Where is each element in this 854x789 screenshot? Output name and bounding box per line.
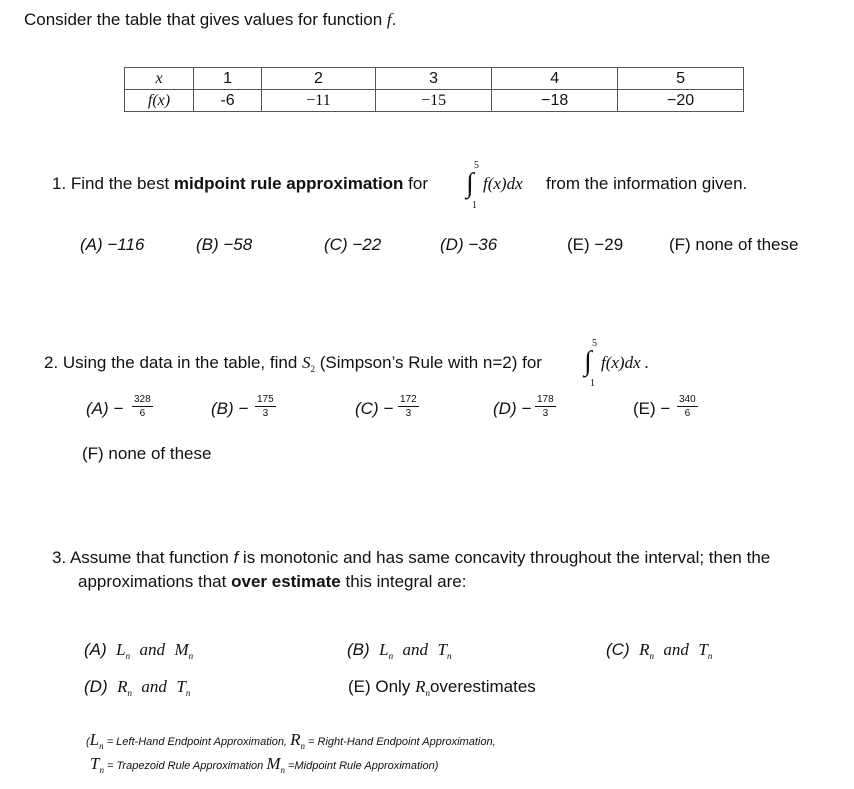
legend-note-line1 xyxy=(86,730,496,751)
numerator: 175 xyxy=(257,394,274,405)
numerator: 328 xyxy=(134,394,151,405)
note-left-text: = Left-Hand Endpoint Approximation, xyxy=(106,736,287,748)
denominator: 3 xyxy=(405,408,412,419)
q1-choice-f[interactable]: (F) none of these xyxy=(669,235,799,254)
integral-sign-icon: ∫ xyxy=(584,346,592,377)
q3-line1-post: is monotonic and has same concavity throughout the interval; then the xyxy=(242,548,771,567)
math-symbol xyxy=(379,640,393,659)
symbol-letter: L xyxy=(116,640,126,659)
integral-sign-icon: ∫ xyxy=(466,168,474,199)
symbol-subscript: n xyxy=(188,651,194,661)
q3-line1 xyxy=(52,548,770,568)
math-symbol xyxy=(116,640,130,659)
q2-choice-f[interactable]: (F) none of these xyxy=(82,444,212,463)
table-header-x: x xyxy=(125,68,194,90)
q2-integrand: f(x)dx . xyxy=(601,353,650,372)
s-letter: S xyxy=(302,353,311,372)
choice-label: (E) xyxy=(633,399,656,418)
symbol-subscript: n xyxy=(300,741,305,751)
integral-lower-limit: 1 xyxy=(472,200,477,211)
q2-fraction-a xyxy=(132,393,153,420)
symbol-subscript: n xyxy=(707,651,713,661)
math-symbol xyxy=(90,754,104,773)
q3-line1-pre: 3. Assume that function xyxy=(52,548,229,567)
symbol-subscript: n xyxy=(127,688,132,698)
note-right-text: = Right-Hand Endpoint Approximation, xyxy=(308,736,496,748)
math-symbol xyxy=(175,640,194,659)
symbol-letter: L xyxy=(379,640,389,659)
denominator: 3 xyxy=(262,408,269,419)
symbol-letter: R xyxy=(415,677,426,696)
symbol-letter: T xyxy=(437,640,447,659)
q2-fraction-c xyxy=(398,393,419,420)
symbol-subscript: n xyxy=(185,688,191,698)
denominator: 6 xyxy=(684,408,691,419)
s-subscript: 2 xyxy=(310,364,316,374)
symbol-letter: L xyxy=(89,730,100,749)
symbol-letter: T xyxy=(90,754,100,773)
choice-e-pre: (E) Only xyxy=(348,677,411,696)
symbol-subscript: n xyxy=(99,741,104,751)
symbol-letter: R xyxy=(290,730,301,749)
table-cell: −18 xyxy=(492,90,618,112)
table-row-x xyxy=(125,68,744,90)
choice-e-post: overestimates xyxy=(429,677,536,696)
function-name: f xyxy=(386,10,392,29)
note-open-paren: ( xyxy=(86,736,90,748)
choice-label: (C) xyxy=(355,399,379,418)
integral-upper-limit: 5 xyxy=(474,160,479,171)
choice-label: (A) xyxy=(84,640,107,659)
math-symbol xyxy=(176,677,190,696)
and-word: and xyxy=(663,640,689,659)
q2-choice-b[interactable] xyxy=(211,399,248,419)
symbol-subscript: n xyxy=(388,651,394,661)
q2-pre: 2. Using the data in the table, find xyxy=(44,353,298,372)
note-trap-text: = Trapezoid Rule Approximation xyxy=(107,760,264,772)
q1-bold: midpoint rule approximation xyxy=(173,174,404,193)
table-cell: −20 xyxy=(618,90,744,112)
numerator: 178 xyxy=(537,394,554,405)
math-symbol xyxy=(117,677,132,696)
and-word: and xyxy=(139,640,166,659)
q2-choice-d[interactable] xyxy=(493,399,531,419)
math-symbol xyxy=(415,677,430,696)
table-cell: 5 xyxy=(618,68,744,90)
choice-sign: − xyxy=(238,399,249,418)
table-cell: 3 xyxy=(375,68,491,90)
q2-fraction-b xyxy=(255,393,276,420)
q3-choice-a[interactable] xyxy=(84,640,193,661)
intro-line xyxy=(24,10,396,30)
q3-line2-post: this integral are: xyxy=(345,572,467,591)
choice-label: (B) xyxy=(211,399,234,418)
denominator: 6 xyxy=(139,408,146,419)
table-cell: 2 xyxy=(262,68,376,90)
numerator: 172 xyxy=(400,394,417,405)
values-table xyxy=(124,67,744,112)
choice-label: (C) xyxy=(606,640,630,659)
q2-fraction-e xyxy=(677,393,698,420)
symbol-letter: R xyxy=(639,640,650,659)
integral-lower-limit: 1 xyxy=(590,378,595,389)
q2-fraction-d xyxy=(535,393,556,420)
table-cell: 4 xyxy=(492,68,618,90)
choice-sign: − xyxy=(113,399,124,418)
math-symbol xyxy=(639,640,654,659)
q1-choice-c[interactable]: (C) −22 xyxy=(324,235,382,254)
math-symbol xyxy=(290,730,305,749)
q1-mid: for xyxy=(408,174,429,193)
choice-label: (D) xyxy=(84,677,108,696)
intro-period: . xyxy=(391,10,397,29)
symbol-subscript: n xyxy=(99,765,104,775)
symbol-subscript: n xyxy=(125,651,131,661)
note-mid-text: =Midpoint Rule Approximation) xyxy=(288,760,439,772)
q1-integrand: f(x)dx xyxy=(483,174,523,193)
choice-sign: − xyxy=(660,399,671,418)
q2-choice-e[interactable] xyxy=(633,399,670,419)
q1-choice-d[interactable]: (D) −36 xyxy=(440,235,498,254)
q3-line2-pre: approximations that xyxy=(78,572,227,591)
choice-label: (B) xyxy=(347,640,370,659)
symbol-letter: T xyxy=(176,677,186,696)
q2-prompt xyxy=(44,353,542,374)
symbol-subscript: n xyxy=(425,688,430,698)
table-cell: −11 xyxy=(262,90,376,112)
choice-label: (D) xyxy=(493,399,517,418)
and-word: and xyxy=(141,677,167,696)
q2-choice-a[interactable] xyxy=(86,399,123,419)
legend-note-line2 xyxy=(90,754,438,775)
table-row-fx xyxy=(125,90,744,112)
q1-pre: 1. Find the best xyxy=(52,174,170,193)
q3-choice-e[interactable] xyxy=(348,677,536,698)
math-symbol xyxy=(698,640,712,659)
integral-upper-limit: 5 xyxy=(592,338,597,349)
table-cell: -6 xyxy=(194,90,262,112)
choice-sign: − xyxy=(521,399,532,418)
math-symbol xyxy=(266,754,285,773)
symbol-letter: T xyxy=(698,640,708,659)
q1-choice-a[interactable]: (A) −116 xyxy=(80,235,145,254)
q1-choice-e[interactable]: (E) −29 xyxy=(567,235,624,254)
q1-prompt xyxy=(52,174,428,194)
q2-post: (Simpson’s Rule with n=2) for xyxy=(319,353,542,372)
choice-sign: − xyxy=(383,399,394,418)
numerator: 340 xyxy=(679,394,696,405)
symbol-letter: M xyxy=(266,754,281,773)
symbol-subscript: n xyxy=(280,765,285,775)
math-symbol xyxy=(90,730,104,749)
symbol-letter: M xyxy=(174,640,189,659)
table-header-fx: f(x) xyxy=(125,90,194,112)
q1-choice-b[interactable]: (B) −58 xyxy=(196,235,253,254)
intro-text: Consider the table that gives values for function xyxy=(24,10,383,29)
table-cell: 1 xyxy=(194,68,262,90)
q3-choice-d[interactable] xyxy=(84,677,190,698)
denominator: 3 xyxy=(542,408,549,419)
symbol-subscript: n xyxy=(649,651,654,661)
symbol-letter: R xyxy=(117,677,128,696)
symbol-subscript: n xyxy=(446,651,452,661)
q3-choice-c[interactable] xyxy=(606,640,712,661)
q1-post: from the information given. xyxy=(546,174,748,193)
simpson-symbol xyxy=(302,353,315,372)
q3-line2-bold: over estimate xyxy=(231,572,341,591)
and-word: and xyxy=(402,640,429,659)
choice-label: (A) xyxy=(86,399,109,418)
math-symbol xyxy=(438,640,452,659)
q3-choice-b[interactable] xyxy=(347,640,451,661)
function-name: f xyxy=(233,548,239,567)
q3-line2 xyxy=(78,572,466,592)
table-cell: −15 xyxy=(375,90,491,112)
q2-choice-c[interactable] xyxy=(355,399,393,419)
